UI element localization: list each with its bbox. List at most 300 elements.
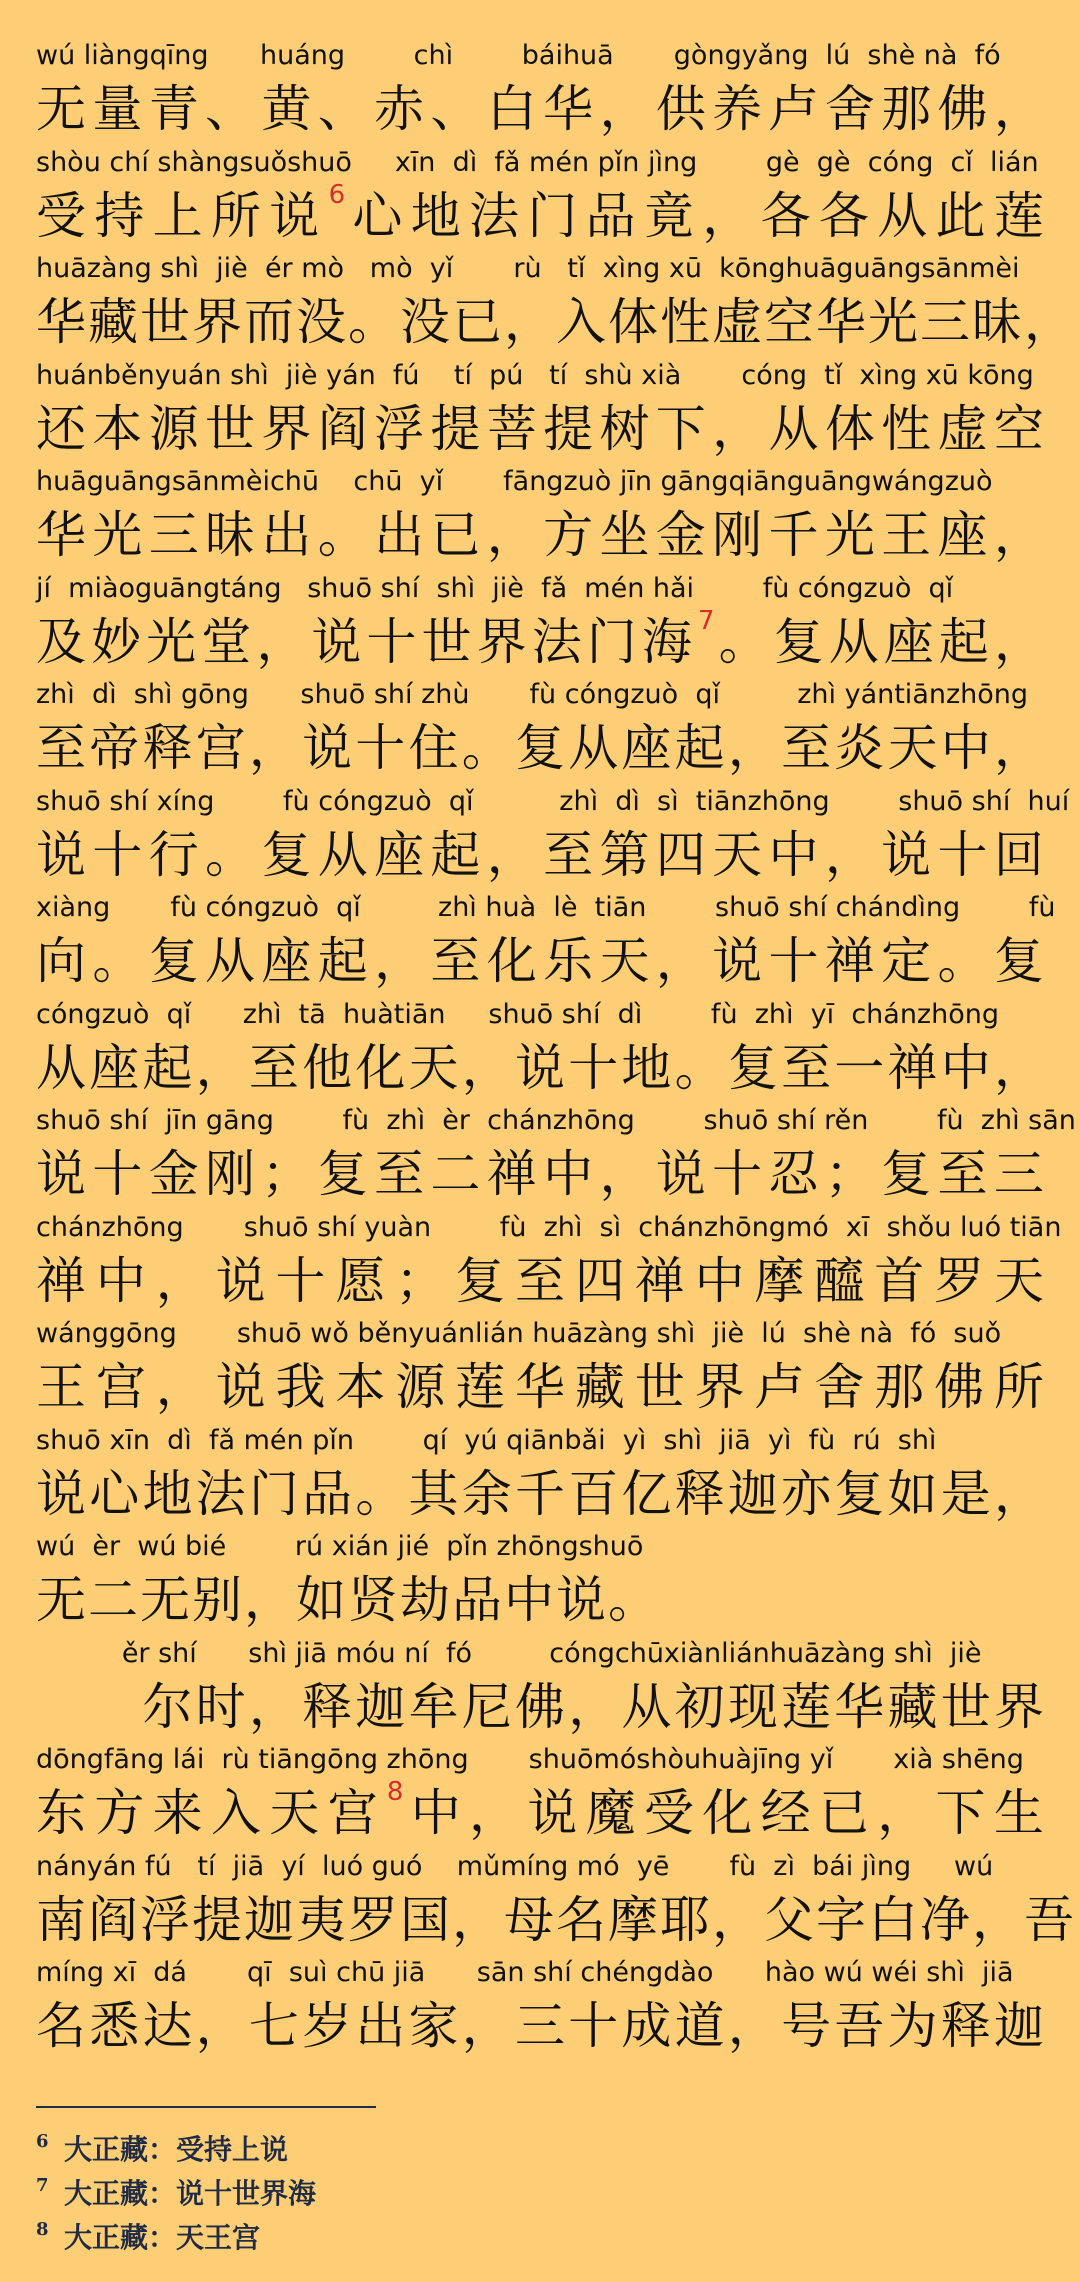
- hanzi-char: ，: [374, 932, 427, 990]
- hanzi-char: 入: [210, 1784, 263, 1842]
- hanzi-char: 心: [352, 186, 405, 245]
- hanzi-char: 藏: [887, 1677, 940, 1736]
- hanzi-char: 提: [543, 399, 596, 458]
- hanzi-char: 定: [881, 932, 934, 990]
- footnote-number: 6: [36, 2131, 49, 2152]
- hanzi-char: 华: [515, 1358, 567, 1416]
- pinyin-row: dōngfāng lái rù tiāngōng zhōng shuōmóshòuhuàjīng yǐ xià shēng: [36, 1744, 1024, 1775]
- hanzi-char: 释: [302, 1677, 355, 1736]
- hanzi-char: 中: [410, 1784, 463, 1842]
- hanzi-row: [36, 291, 1076, 353]
- pinyin-row: wánggōng shuō wǒ běnyuánlián huāzàng shì jiè lú shè nà fó suǒ: [36, 1318, 1002, 1349]
- hanzi-char: 门: [527, 186, 580, 245]
- hanzi-char: 体: [608, 293, 660, 351]
- hanzi-char: 二: [88, 1571, 140, 1629]
- text-line: [36, 1210, 1062, 1315]
- hanzi-char: 光: [868, 293, 920, 351]
- hanzi-char: 。: [608, 1571, 660, 1629]
- hanzi-char: 。: [718, 612, 771, 671]
- hanzi-char: 复: [773, 612, 826, 671]
- hanzi-char: 光: [92, 506, 145, 564]
- hanzi-char: 尔: [142, 1677, 195, 1736]
- hanzi-char: ，: [993, 506, 1046, 564]
- hanzi-char: 宫: [95, 1358, 148, 1416]
- hanzi-char: 说: [712, 932, 765, 990]
- pinyin-row: xiàng fù cóngzuò qǐ zhì huà lè tiān shuō shí chándìng fù: [36, 892, 1056, 923]
- hanzi-char: 界: [993, 1677, 1046, 1736]
- hanzi-char: 住: [408, 719, 461, 777]
- hanzi-char: 是: [940, 1464, 993, 1523]
- hanzi-char: 迦: [355, 1677, 408, 1736]
- text-line: [36, 251, 1076, 356]
- hanzi-char: 。: [205, 825, 258, 884]
- hanzi-char: 起: [674, 719, 727, 777]
- hanzi-char: ，: [461, 1997, 514, 2055]
- hanzi-char: 座: [261, 932, 314, 990]
- hanzi-char: 所: [994, 1358, 1046, 1416]
- hanzi-char: 性: [660, 293, 712, 351]
- hanzi-char: ，: [993, 1038, 1046, 1097]
- hanzi-char: 阎: [317, 399, 370, 458]
- hanzi-char: 初: [674, 1677, 727, 1736]
- hanzi-char: 虚: [712, 293, 764, 351]
- hanzi-char: 吾: [1024, 1890, 1076, 1949]
- hanzi-char: 上: [152, 186, 205, 245]
- hanzi-char: 千: [514, 1464, 567, 1523]
- pinyin-row: wú èr wú bié rú xián jié pǐn zhōngshuō: [36, 1531, 644, 1562]
- hanzi-char: 。: [355, 1464, 408, 1523]
- hanzi-char: 时: [195, 1677, 248, 1736]
- hanzi-row: [36, 1995, 1046, 2057]
- hanzi-char: 座: [621, 719, 674, 777]
- hanzi-char: 那: [881, 80, 934, 138]
- hanzi-char: 十: [366, 612, 419, 671]
- hanzi-char: 持: [94, 186, 147, 245]
- hanzi-char: 炎: [834, 719, 887, 777]
- text-line: [36, 1636, 1046, 1741]
- text-line: [36, 38, 1046, 143]
- hanzi-row: [36, 930, 1046, 992]
- hanzi-char: 妙: [91, 612, 144, 671]
- hanzi-char: 从: [36, 1038, 88, 1097]
- hanzi-char: 藏: [574, 1358, 627, 1416]
- hanzi-row: [36, 179, 1046, 247]
- hanzi-char: 天: [887, 719, 940, 777]
- hanzi-char: 至: [937, 1145, 990, 1203]
- pinyin-row: shuō shí jīn gāng fù zhì èr chánzhōng shuō shí rěn fù zhì sān: [36, 1105, 1076, 1136]
- pinyin-row: ěr shí shì jiā móu ní fó cóngchūxiànliánhuāzàng shì jiè: [36, 1637, 982, 1669]
- hanzi-char: 说: [655, 1145, 708, 1203]
- pinyin-row: huāguāngsānmèichū chū yǐ fāngzuò jīn gāngqiānguāngwángzuò: [36, 466, 993, 497]
- hanzi-row: [36, 1777, 1046, 1844]
- hanzi-row: [36, 717, 1046, 779]
- hanzi-char: 父: [764, 1890, 816, 1949]
- hanzi-char: 受: [36, 186, 88, 245]
- text-line: [36, 1849, 1076, 1954]
- hanzi-char: 贤: [348, 1571, 400, 1629]
- hanzi-char: 十: [92, 1145, 145, 1203]
- hanzi-char: 复: [993, 932, 1046, 990]
- pinyin-row: shuō shí xíng fù cóngzuò qǐ zhì dì sì tiānzhōng shuō shí huí: [36, 785, 1070, 817]
- text-line: [36, 1955, 1046, 2060]
- hanzi-char: 品: [302, 1464, 355, 1523]
- hanzi-row: [36, 824, 1046, 886]
- hanzi-char: 说: [514, 1038, 567, 1097]
- hanzi-char: 所: [210, 186, 263, 245]
- hanzi-char: 十: [275, 1251, 328, 1310]
- footnotes: [36, 2120, 636, 2252]
- hanzi-char: ，: [155, 1358, 208, 1416]
- hanzi-char: 醯: [814, 1251, 867, 1310]
- hanzi-char: 无: [140, 1571, 192, 1629]
- pinyin-row: shuō xīn dì fǎ mén pǐn qí yú qiānbǎi yì shì jiā yì fù rú shì: [36, 1424, 937, 1456]
- hanzi-char: ，: [599, 80, 652, 138]
- hanzi-char: ，: [195, 1997, 248, 2055]
- footnote-number: 8: [36, 2219, 49, 2240]
- pinyin-row: cóngzuò qǐ zhì tā huàtiān shuō shí dì fù zhì yī chánzhōng: [36, 998, 999, 1030]
- hanzi-char: 。: [348, 293, 400, 351]
- hanzi-char: 十: [712, 1145, 765, 1203]
- hanzi-row: [36, 1463, 1046, 1525]
- hanzi-char: 悉: [89, 1997, 142, 2055]
- hanzi-char: 入: [556, 293, 608, 351]
- hanzi-char: 来: [152, 1784, 205, 1842]
- text-line: [36, 677, 1046, 782]
- hanzi-char: 化: [355, 1038, 408, 1097]
- hanzi-row: [36, 1569, 1046, 1631]
- hanzi-char: 复: [727, 1038, 780, 1097]
- hanzi-char: 方: [543, 506, 596, 564]
- footnote-text: 大正藏：说十世界海: [64, 2177, 317, 2210]
- hanzi-row: [36, 605, 1046, 673]
- hanzi-char: 世: [421, 612, 474, 671]
- hanzi-char: 至: [781, 719, 834, 777]
- text-line: [36, 784, 1070, 889]
- hanzi-row: [36, 1250, 1046, 1312]
- hanzi-char: 复: [148, 932, 201, 990]
- hanzi-char: 千: [768, 506, 821, 564]
- hanzi-char: 十: [568, 1997, 621, 2055]
- hanzi-row: [36, 398, 1046, 460]
- hanzi-char: 岁: [302, 1997, 355, 2055]
- hanzi-char: ，: [727, 1997, 780, 2055]
- hanzi-char: 摩: [608, 1890, 660, 1949]
- hanzi-char: 成: [621, 1997, 674, 2055]
- hanzi-char: 三: [514, 1997, 567, 2055]
- footnote: [36, 2208, 636, 2252]
- hanzi-char: 本: [335, 1358, 388, 1416]
- hanzi-char: 出: [374, 506, 427, 564]
- hanzi-char: 吾: [834, 1997, 887, 2055]
- hanzi-row: [36, 78, 1046, 140]
- hanzi-char: ，: [824, 825, 877, 884]
- hanzi-char: 忍: [768, 1145, 821, 1203]
- hanzi-char: 字: [816, 1890, 868, 1949]
- hanzi-char: 下: [655, 399, 708, 458]
- hanzi-char: 世: [940, 1677, 993, 1736]
- hanzi-char: 法: [469, 186, 522, 245]
- hanzi-char: 提: [192, 1890, 244, 1949]
- hanzi-char: 复: [881, 1145, 934, 1203]
- hanzi-char: ，: [248, 1677, 301, 1736]
- hanzi-char: 尼: [461, 1677, 514, 1736]
- hanzi-char: ，: [244, 1571, 296, 1629]
- hanzi-char: 起: [317, 932, 370, 990]
- hanzi-char: 净: [920, 1890, 972, 1949]
- hanzi-row: [36, 1143, 1046, 1205]
- hanzi-char: 还: [36, 399, 88, 458]
- hanzi-char: 。: [937, 932, 990, 990]
- hanzi-char: 金: [655, 506, 708, 564]
- hanzi-char: ，: [993, 612, 1046, 671]
- hanzi-char: 说: [311, 612, 364, 671]
- hanzi-char: 天: [994, 1251, 1046, 1310]
- text-line: [36, 1103, 1076, 1208]
- hanzi-char: 受: [643, 1784, 696, 1842]
- hanzi-char: 华: [834, 1677, 887, 1736]
- hanzi-row: [36, 504, 1046, 566]
- hanzi-char: 至: [36, 719, 88, 777]
- hanzi-char: 现: [727, 1677, 780, 1736]
- hanzi-char: ，: [993, 80, 1046, 138]
- hanzi-char: 复: [317, 1145, 370, 1203]
- hanzi-char: 天: [408, 1038, 461, 1097]
- hanzi-char: 。: [674, 1038, 727, 1097]
- hanzi-char: 黄: [261, 80, 314, 138]
- hanzi-char: ，: [452, 1890, 504, 1949]
- hanzi-char: 一: [834, 1038, 887, 1097]
- hanzi-char: ，: [155, 1251, 208, 1310]
- footnote-number: 7: [36, 2175, 49, 2196]
- hanzi-char: 卢: [754, 1358, 807, 1416]
- hanzi-char: 说: [36, 1145, 88, 1203]
- hanzi-char: 地: [410, 186, 463, 245]
- hanzi-char: 、: [205, 80, 258, 138]
- pinyin-row: wú liàngqīng huáng chì báihuā gòngyǎng lú shè nà fó: [36, 40, 1001, 71]
- hanzi-char: 界: [476, 612, 529, 671]
- hanzi-char: 释: [940, 1997, 993, 2055]
- footnote-reference: 6: [328, 179, 346, 210]
- hanzi-char: 空: [764, 293, 816, 351]
- hanzi-char: 白: [486, 80, 539, 138]
- hanzi-char: 佛: [937, 80, 990, 138]
- footnote: [36, 2164, 636, 2208]
- hanzi-char: 树: [599, 399, 652, 458]
- hanzi-char: 四: [655, 825, 708, 884]
- text-line: [36, 1742, 1046, 1847]
- hanzi-char: 已: [452, 293, 504, 351]
- hanzi-char: 三: [993, 1145, 1046, 1203]
- hanzi-char: 十: [768, 932, 821, 990]
- pinyin-row: míng xī dá qī suì chū jiā sān shí chéngdào hào wú wéi shì jiā: [36, 1957, 1014, 1988]
- hanzi-char: [89, 1676, 141, 1738]
- hanzi-char: 乐: [543, 932, 596, 990]
- hanzi-char: 复: [455, 1251, 508, 1310]
- hanzi-char: 天: [599, 932, 652, 990]
- hanzi-char: 虚: [937, 399, 990, 458]
- hanzi-char: 帝: [89, 719, 142, 777]
- hanzi-char: 没: [400, 293, 452, 351]
- hanzi-char: 余: [461, 1464, 514, 1523]
- hanzi-char: 牟: [408, 1677, 461, 1736]
- text-line: [36, 1316, 1046, 1421]
- hanzi-char: 罗: [348, 1890, 400, 1949]
- hanzi-char: 释: [142, 719, 195, 777]
- hanzi-char: 四: [574, 1251, 627, 1310]
- text-line: [36, 464, 1046, 569]
- hanzi-char: 华: [816, 293, 868, 351]
- hanzi-char: ，: [727, 719, 780, 777]
- hanzi-char: 菩: [486, 399, 539, 458]
- footnote-text: 大正藏：受持上说: [64, 2133, 289, 2166]
- hanzi-char: 源: [148, 399, 201, 458]
- text-line: [36, 1529, 1046, 1634]
- hanzi-char: 首: [874, 1251, 927, 1310]
- hanzi-char: 说: [302, 719, 355, 777]
- hanzi-char: 提: [430, 399, 483, 458]
- hanzi-char: 体: [824, 399, 877, 458]
- hanzi-char: 中: [940, 719, 993, 777]
- hanzi-char: 我: [275, 1358, 328, 1416]
- footnote-reference: 7: [697, 605, 715, 636]
- hanzi-char: 华: [543, 80, 596, 138]
- hanzi-char: 至: [248, 1038, 301, 1097]
- pinyin-row: zhì dì shì gōng shuō shí zhù fù cóngzuò qǐ zhì yántiānzhōng: [36, 679, 1029, 710]
- hanzi-char: ，: [655, 932, 708, 990]
- pinyin-row: huánběnyuán shì jiè yán fú tí pú tí shù xià cóng tǐ xìng xū kōng: [36, 359, 1034, 391]
- hanzi-char: 中: [940, 1038, 993, 1097]
- hanzi-char: 名: [556, 1890, 608, 1949]
- footnote: [36, 2120, 636, 2164]
- hanzi-char: 海: [641, 612, 694, 671]
- hanzi-char: 金: [148, 1145, 201, 1203]
- hanzi-char: 说: [881, 825, 934, 884]
- hanzi-char: 宫: [327, 1784, 380, 1842]
- footnote-reference: 8: [386, 1777, 404, 1807]
- hanzi-char: 愿: [335, 1251, 388, 1310]
- hanzi-char: 至: [781, 1038, 834, 1097]
- hanzi-char: 禅: [824, 932, 877, 990]
- hanzi-char: 道: [674, 1997, 727, 2055]
- hanzi-char: 说: [215, 1358, 268, 1416]
- hanzi-char: 王: [881, 506, 934, 564]
- hanzi-char: 说: [269, 186, 322, 245]
- hanzi-char: 劫: [400, 1571, 452, 1629]
- hanzi-char: 说: [36, 1464, 88, 1523]
- hanzi-char: 。: [92, 932, 145, 990]
- hanzi-char: 门: [248, 1464, 301, 1523]
- hanzi-char: 下: [935, 1784, 988, 1842]
- hanzi-char: 昧: [972, 293, 1024, 351]
- hanzi-char: 中: [543, 1145, 596, 1203]
- text-line: [36, 358, 1046, 463]
- hanzi-char: 二: [430, 1145, 483, 1203]
- hanzi-char: 十: [937, 825, 990, 884]
- hanzi-char: 无: [36, 1571, 88, 1629]
- hanzi-char: 性: [881, 399, 934, 458]
- hanzi-char: 从: [317, 825, 370, 884]
- hanzi-char: 至: [543, 825, 596, 884]
- hanzi-char: 号: [781, 1997, 834, 2055]
- hanzi-char: 已: [818, 1784, 871, 1842]
- hanzi-char: 舍: [814, 1358, 867, 1416]
- hanzi-char: 名: [36, 1997, 88, 2055]
- hanzi-char: 王: [36, 1358, 88, 1416]
- text-line: [36, 997, 1046, 1102]
- hanzi-char: 摩: [754, 1251, 807, 1310]
- hanzi-char: ；: [395, 1251, 448, 1310]
- hanzi-row: [36, 1356, 1046, 1418]
- hanzi-char: 复: [261, 825, 314, 884]
- hanzi-char: 竟: [643, 186, 696, 245]
- hanzi-char: 法: [195, 1464, 248, 1523]
- hanzi-char: 从: [621, 1677, 674, 1736]
- hanzi-char: 卢: [768, 80, 821, 138]
- hanzi-char: 说: [527, 1784, 580, 1842]
- hanzi-char: 第: [599, 825, 652, 884]
- hanzi-char: 及: [36, 612, 88, 671]
- hanzi-char: ，: [712, 399, 765, 458]
- hanzi-char: 量: [92, 80, 145, 138]
- hanzi-char: 座: [374, 825, 427, 884]
- hanzi-char: 。: [461, 719, 514, 777]
- hanzi-char: 十: [355, 719, 408, 777]
- hanzi-char: 阎: [88, 1890, 140, 1949]
- hanzi-char: 浮: [374, 399, 427, 458]
- hanzi-char: 回: [993, 825, 1046, 884]
- hanzi-char: 魔: [585, 1784, 638, 1842]
- hanzi-char: 门: [586, 612, 639, 671]
- hanzi-char: 十: [568, 1038, 621, 1097]
- hanzi-char: 供: [655, 80, 708, 138]
- hanzi-char: 养: [712, 80, 765, 138]
- hanzi-char: 如: [887, 1464, 940, 1523]
- hanzi-char: 说: [556, 1571, 608, 1629]
- hanzi-char: 座: [937, 506, 990, 564]
- hanzi-char: 七: [248, 1997, 301, 2055]
- hanzi-char: 赤: [374, 80, 427, 138]
- text-line: [36, 571, 1046, 676]
- hanzi-row: [36, 1037, 1046, 1099]
- hanzi-char: 三: [148, 506, 201, 564]
- hanzi-char: 行: [148, 825, 201, 884]
- hanzi-char: 罗: [934, 1251, 987, 1310]
- hanzi-char: 说: [215, 1251, 268, 1310]
- hanzi-char: 堂: [201, 612, 254, 671]
- hanzi-char: ，: [195, 1038, 248, 1097]
- hanzi-char: 复: [514, 719, 567, 777]
- hanzi-char: 舍: [824, 80, 877, 138]
- hanzi-row: [36, 1676, 1046, 1738]
- hanzi-char: ，: [461, 1038, 514, 1097]
- hanzi-char: 至: [374, 1145, 427, 1203]
- hanzi-char: 而: [244, 293, 296, 351]
- hanzi-char: 青: [148, 80, 201, 138]
- hanzi-char: 地: [621, 1038, 674, 1097]
- text-line: [36, 145, 1046, 250]
- pinyin-row: chánzhōng shuō shí yuàn fù zhì sì chánzhōngmó xī shǒu luó tiān: [36, 1211, 1062, 1243]
- hanzi-char: 从: [568, 719, 621, 777]
- hanzi-char: 至: [430, 932, 483, 990]
- hanzi-char: 中: [768, 825, 821, 884]
- hanzi-char: 藏: [88, 293, 140, 351]
- hanzi-char: 宫: [195, 719, 248, 777]
- hanzi-char: 源: [395, 1358, 448, 1416]
- hanzi-char: 世: [140, 293, 192, 351]
- hanzi-char: 华: [36, 293, 88, 351]
- hanzi-char: 迦: [993, 1997, 1046, 2055]
- hanzi-char: 南: [36, 1890, 88, 1949]
